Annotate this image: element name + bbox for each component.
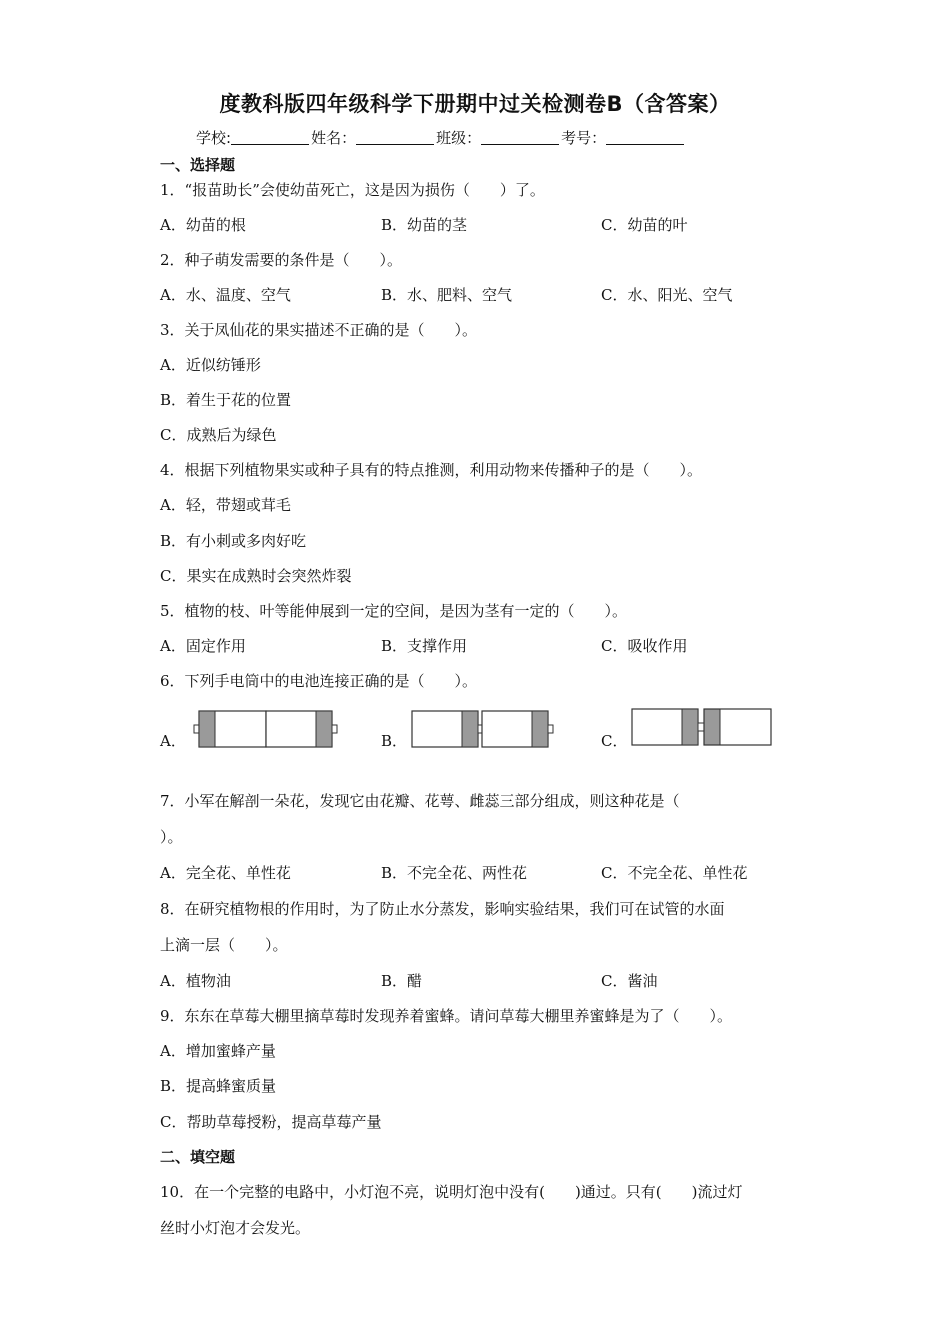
question-4-option-b[interactable]: B．有小刺或多肉好吃: [160, 532, 307, 550]
question-10-stem-line2: 丝时小灯泡才会发光。: [160, 1219, 311, 1237]
question-3-option-b[interactable]: B．着生于花的位置: [160, 391, 292, 409]
battery-c-left-cap: [682, 709, 698, 745]
question-8-option-c[interactable]: C．酱油: [601, 972, 658, 990]
school-blank[interactable]: [231, 130, 309, 145]
school-label: 学校:: [196, 129, 232, 147]
question-7-stem-line1: 7．小军在解剖一朵花，发现它由花瓣、花萼、雌蕊三部分组成，则这种花是（: [160, 792, 680, 810]
battery-b-right-cap: [532, 711, 548, 747]
question-6-option-c[interactable]: C．: [601, 732, 628, 750]
question-5-option-a[interactable]: A．固定作用: [160, 637, 246, 655]
question-2-option-b[interactable]: B．水、肥料、空气: [381, 286, 513, 304]
battery-diagram-a[interactable]: [192, 708, 342, 750]
question-6-option-a[interactable]: A．: [160, 732, 186, 750]
question-8-stem-line1: 8．在研究植物根的作用时，为了防止水分蒸发，影响实验结果，我们可在试管的水面: [160, 900, 725, 918]
battery-b-mid-nub: [478, 725, 482, 733]
question-1-option-a[interactable]: A．幼苗的根: [160, 216, 246, 234]
question-8-option-a[interactable]: A．植物油: [160, 972, 231, 990]
battery-diagram-c[interactable]: [630, 706, 776, 748]
question-6-stem: 6．下列手电筒中的电池连接正确的是（ ）。: [160, 672, 478, 690]
question-5-stem: 5．植物的枝、叶等能伸展到一定的空间，是因为茎有一定的（ ）。: [160, 602, 628, 620]
battery-a-right-nub: [332, 725, 337, 733]
battery-a-left-cap: [199, 711, 215, 747]
question-9-option-c[interactable]: C．帮助草莓授粉，提高草莓产量: [160, 1113, 382, 1131]
class-label: 班级：: [436, 129, 482, 147]
name-label: 姓名：: [311, 129, 357, 147]
exam-no-label: 考号：: [561, 129, 607, 147]
question-1-option-c[interactable]: C．幼苗的叶: [601, 216, 688, 234]
question-7-option-c[interactable]: C．不完全花、单性花: [601, 864, 748, 882]
class-blank[interactable]: [481, 130, 559, 145]
question-9-option-b[interactable]: B．提高蜂蜜质量: [160, 1077, 277, 1095]
name-blank[interactable]: [356, 130, 434, 145]
question-9-stem: 9．东东在草莓大棚里摘草莓时发现养着蜜蜂。请问草莓大棚里养蜜蜂是为了（ ）。: [160, 1007, 733, 1025]
battery-b-right-nub: [548, 725, 553, 733]
question-4-stem: 4．根据下列植物果实或种子具有的特点推测，利用动物来传播种子的是（ ）。: [160, 461, 703, 479]
question-8-option-b[interactable]: B．醋: [381, 972, 423, 990]
question-6-option-b[interactable]: B．: [381, 732, 408, 750]
battery-c-right-cap: [704, 709, 720, 745]
question-4-option-a[interactable]: A．轻，带翅或茸毛: [160, 496, 291, 514]
question-3-option-c[interactable]: C．成熟后为绿色: [160, 426, 277, 444]
question-9-option-a[interactable]: A．增加蜜蜂产量: [160, 1042, 276, 1060]
question-2-option-a[interactable]: A．水、温度、空气: [160, 286, 291, 304]
question-8-stem-line2: 上滴一层（ ）。: [160, 936, 288, 954]
page-title: 度教科版四年级科学下册期中过关检测卷B（含答案）: [219, 92, 731, 116]
question-2-stem: 2．种子萌发需要的条件是（ ）。: [160, 251, 403, 269]
question-2-option-c[interactable]: C．水、阳光、空气: [601, 286, 733, 304]
question-7-option-a[interactable]: A．完全花、单性花: [160, 864, 291, 882]
question-5-option-b[interactable]: B．支撑作用: [381, 637, 468, 655]
question-4-option-c[interactable]: C．果实在成熟时会突然炸裂: [160, 567, 352, 585]
question-3-stem: 3．关于凤仙花的果实描述不正确的是（ ）。: [160, 321, 478, 339]
battery-a-left-nub: [194, 725, 199, 733]
question-3-option-a[interactable]: A．近似纺锤形: [160, 356, 261, 374]
section-choice-heading: 一、选择题: [160, 156, 236, 174]
exam-no-blank[interactable]: [606, 130, 684, 145]
question-1-stem: 1．“报苗助长”会使幼苗死亡，这是因为损伤（ ）了。: [160, 181, 545, 199]
battery-a-right-cap: [316, 711, 332, 747]
battery-c-mid-nub: [698, 723, 704, 731]
question-10-stem-line1: 10．在一个完整的电路中，小灯泡不亮，说明灯泡中没有( )通过。只有( )流过灯: [160, 1183, 743, 1201]
question-5-option-c[interactable]: C．吸收作用: [601, 637, 688, 655]
section-fill-heading: 二、填空题: [160, 1148, 236, 1166]
question-7-option-b[interactable]: B．不完全花、两性花: [381, 864, 528, 882]
question-7-stem-line2: ）。: [160, 828, 183, 846]
student-info-line: [196, 127, 686, 148]
battery-b-left-cap: [462, 711, 478, 747]
question-1-option-b[interactable]: B．幼苗的茎: [381, 216, 468, 234]
battery-diagram-b[interactable]: [410, 708, 560, 750]
